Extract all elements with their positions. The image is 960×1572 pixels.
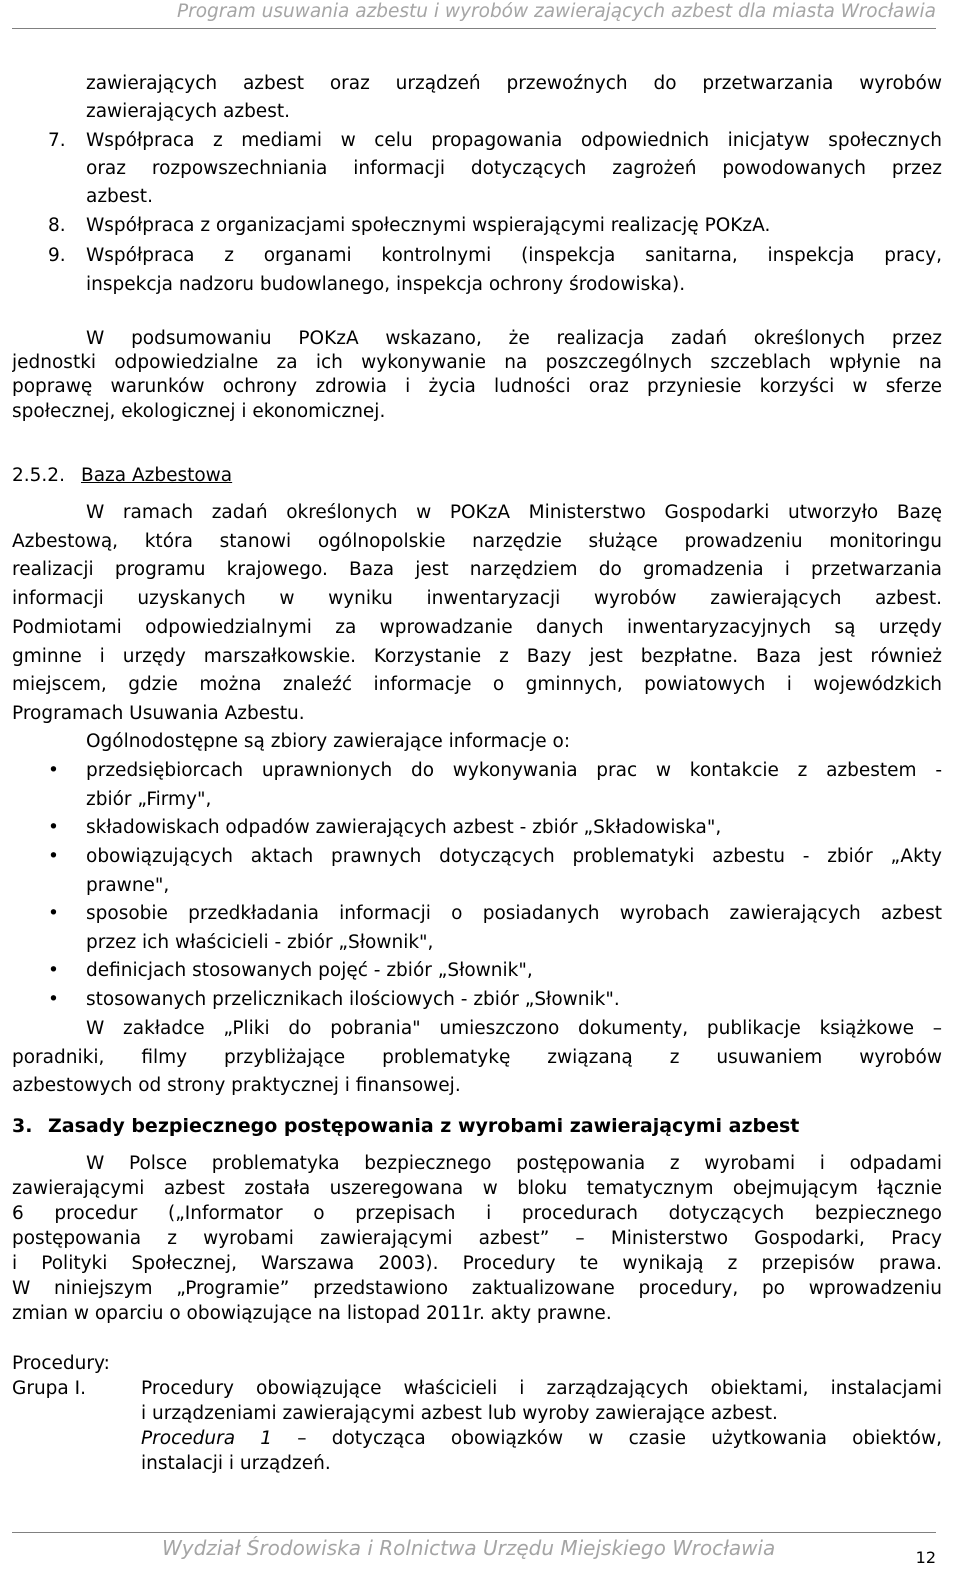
procedure-1-line: instalacji i urządzeń. xyxy=(141,1453,331,1474)
list-item-line: składowiskach odpadów zawierających azbest - zbiór „Składowiska", xyxy=(86,817,722,838)
text-line: zawierającymi azbest została uszeregowana w bloku tematycznym obejmującym łącznie xyxy=(12,1178,942,1199)
bullet-icon: • xyxy=(48,903,59,924)
text-line: W ramach zadań określonych w POKzA Ministerstwo Gospodarki utworzyło Bazę xyxy=(86,502,942,523)
procedure-1-line xyxy=(141,1427,942,1451)
text-line: poradniki, filmy przybliżające problematykę związaną z usuwaniem wyrobów xyxy=(12,1047,942,1068)
text-line: zawierających azbest. xyxy=(86,101,290,122)
text-line: azbestowych od strony praktycznej i finansowej. xyxy=(12,1075,461,1096)
text-line: realizacji programu krajowego. Baza jest narzędziem do gromadzenia i przetwarzania xyxy=(12,559,942,580)
list-item-line: przez ich właścicieli - zbiór „Słownik", xyxy=(86,932,434,953)
text-line: Podmiotami odpowiedzialnymi za wprowadzanie danych inwentaryzacyjnych są urzędy xyxy=(12,617,942,638)
list-item-line: oraz rozpowszechniania informacji dotyczących zagrożeń powodowanych przez xyxy=(86,158,942,179)
text-line: poprawę warunków ochrony zdrowia i życia ludności oraz przyniesie korzyści w sferze xyxy=(12,376,942,397)
section-number: 2.5.2. xyxy=(12,465,65,486)
procedure-1-name: Procedura 1 xyxy=(141,1428,273,1449)
list-item-line: Współpraca z organami kontrolnymi (inspekcja sanitarna, inspekcja pracy, xyxy=(86,245,942,266)
text-line: i Polityki Społecznej, Warszawa 2003). Procedury te wynikają z przepisów prawa. xyxy=(12,1253,942,1274)
list-number: 9. xyxy=(48,245,66,266)
list-item-line: stosowanych przelicznikach ilościowych - zbiór „Słownik". xyxy=(86,989,620,1010)
text-line: Programach Usuwania Azbestu. xyxy=(12,703,305,724)
page-number: 12 xyxy=(915,1548,936,1567)
procedure-1-description: – dotycząca obowiązków w czasie użytkowania obiektów, xyxy=(272,1428,942,1449)
section-title: Baza Azbestowa xyxy=(81,465,233,486)
text-line: W podsumowaniu POKzA wskazano, że realizacja zadań określonych przez xyxy=(86,328,942,349)
list-item-line: definicjach stosowanych pojęć - zbiór „Słownik", xyxy=(86,960,533,981)
text-line: zmian w oparciu o obowiązujące na listopad 2011r. akty prawne. xyxy=(12,1303,612,1324)
list-number: 7. xyxy=(48,130,66,151)
header-divider xyxy=(12,28,936,29)
section-heading xyxy=(12,1113,799,1139)
header-title: Program usuwania azbestu i wyrobów zawierających azbest dla miasta Wrocławia xyxy=(176,1,936,22)
list-number: 8. xyxy=(48,215,66,236)
section-title: Zasady bezpiecznego postępowania z wyrobami zawierającymi azbest xyxy=(48,1115,800,1137)
text-line: informacji uzyskanych w wyniku inwentaryzacji wyrobów zawierających azbest. xyxy=(12,588,942,609)
group-description-line: i urządzeniami zawierającymi azbest lub wyroby zawierające azbest. xyxy=(141,1403,778,1424)
list-item-line: Współpraca z mediami w celu propagowania odpowiednich inicjatyw społecznych xyxy=(86,130,942,151)
list-item-line: zbiór „Firmy", xyxy=(86,789,212,810)
list-item-line: inspekcja nadzoru budowlanego, inspekcja ochrony środowiska). xyxy=(86,274,686,295)
bullet-icon: • xyxy=(48,760,59,781)
collections-intro: Ogólnodostępne są zbiory zawierające informacje o: xyxy=(86,731,571,752)
list-item-line: sposobie przedkładania informacji o posiadanych wyrobach zawierających azbest xyxy=(86,903,942,924)
text-line: 6 procedur („Informator o przepisach i procedurach dotyczących bezpiecznego xyxy=(12,1203,942,1224)
text-line: gminne i urzędy marszałkowskie. Korzystanie z Bazy jest bezpłatne. Baza jest również xyxy=(12,646,942,667)
bullet-icon: • xyxy=(48,960,59,981)
list-item-line: prawne", xyxy=(86,875,170,896)
text-line: W zakładce „Pliki do pobrania" umieszczono dokumenty, publikacje książkowe – xyxy=(86,1018,942,1039)
text-line: postępowania z wyrobami zawierającymi azbest” – Ministerstwo Gospodarki, Pracy xyxy=(12,1228,942,1249)
list-item-line: przedsiębiorcach uprawnionych do wykonywania prac w kontakcie z azbestem - xyxy=(86,760,942,781)
group-label: Grupa I. xyxy=(12,1378,86,1399)
text-line: jednostki odpowiedzialne za ich wykonywanie na poszczególnych szczeblach wpłynie na xyxy=(12,352,942,373)
section-number: 3. xyxy=(12,1115,33,1137)
bullet-icon: • xyxy=(48,989,59,1010)
footer-divider xyxy=(12,1532,936,1533)
text-line: W Polsce problematyka bezpiecznego postępowania z wyrobami i odpadami xyxy=(86,1153,942,1174)
bullet-icon: • xyxy=(48,846,59,867)
list-item-line: obowiązujących aktach prawnych dotyczących problematyki azbestu - zbiór „Akty xyxy=(86,846,942,867)
footer-text: Wydział Środowiska i Rolnictwa Urzędu Miejskiego Wrocławia xyxy=(162,1536,776,1560)
list-item-line: Współpraca z organizacjami społecznymi wspierającymi realizację POKzA. xyxy=(86,215,771,236)
text-line: Azbestową, która stanowi ogólnopolskie narzędzie służące prowadzeniu monitoringu xyxy=(12,531,942,552)
text-line: zawierających azbest oraz urządzeń przewoźnych do przetwarzania wyrobów xyxy=(86,73,942,94)
group-description-line: Procedury obowiązujące właścicieli i zarządzających obiektami, instalacjami xyxy=(141,1378,942,1399)
list-item-line: azbest. xyxy=(86,186,153,207)
text-line: W niniejszym „Programie” przedstawiono zaktualizowane procedury, po wprowadzeniu xyxy=(12,1278,942,1299)
procedures-label: Procedury: xyxy=(12,1353,110,1374)
bullet-icon: • xyxy=(48,817,59,838)
text-line: miejscem, gdzie można znaleźć informacje o gminnych, powiatowych i wojewódzkich xyxy=(12,674,942,695)
text-line: społecznej, ekologicznej i ekonomicznej. xyxy=(12,401,386,422)
